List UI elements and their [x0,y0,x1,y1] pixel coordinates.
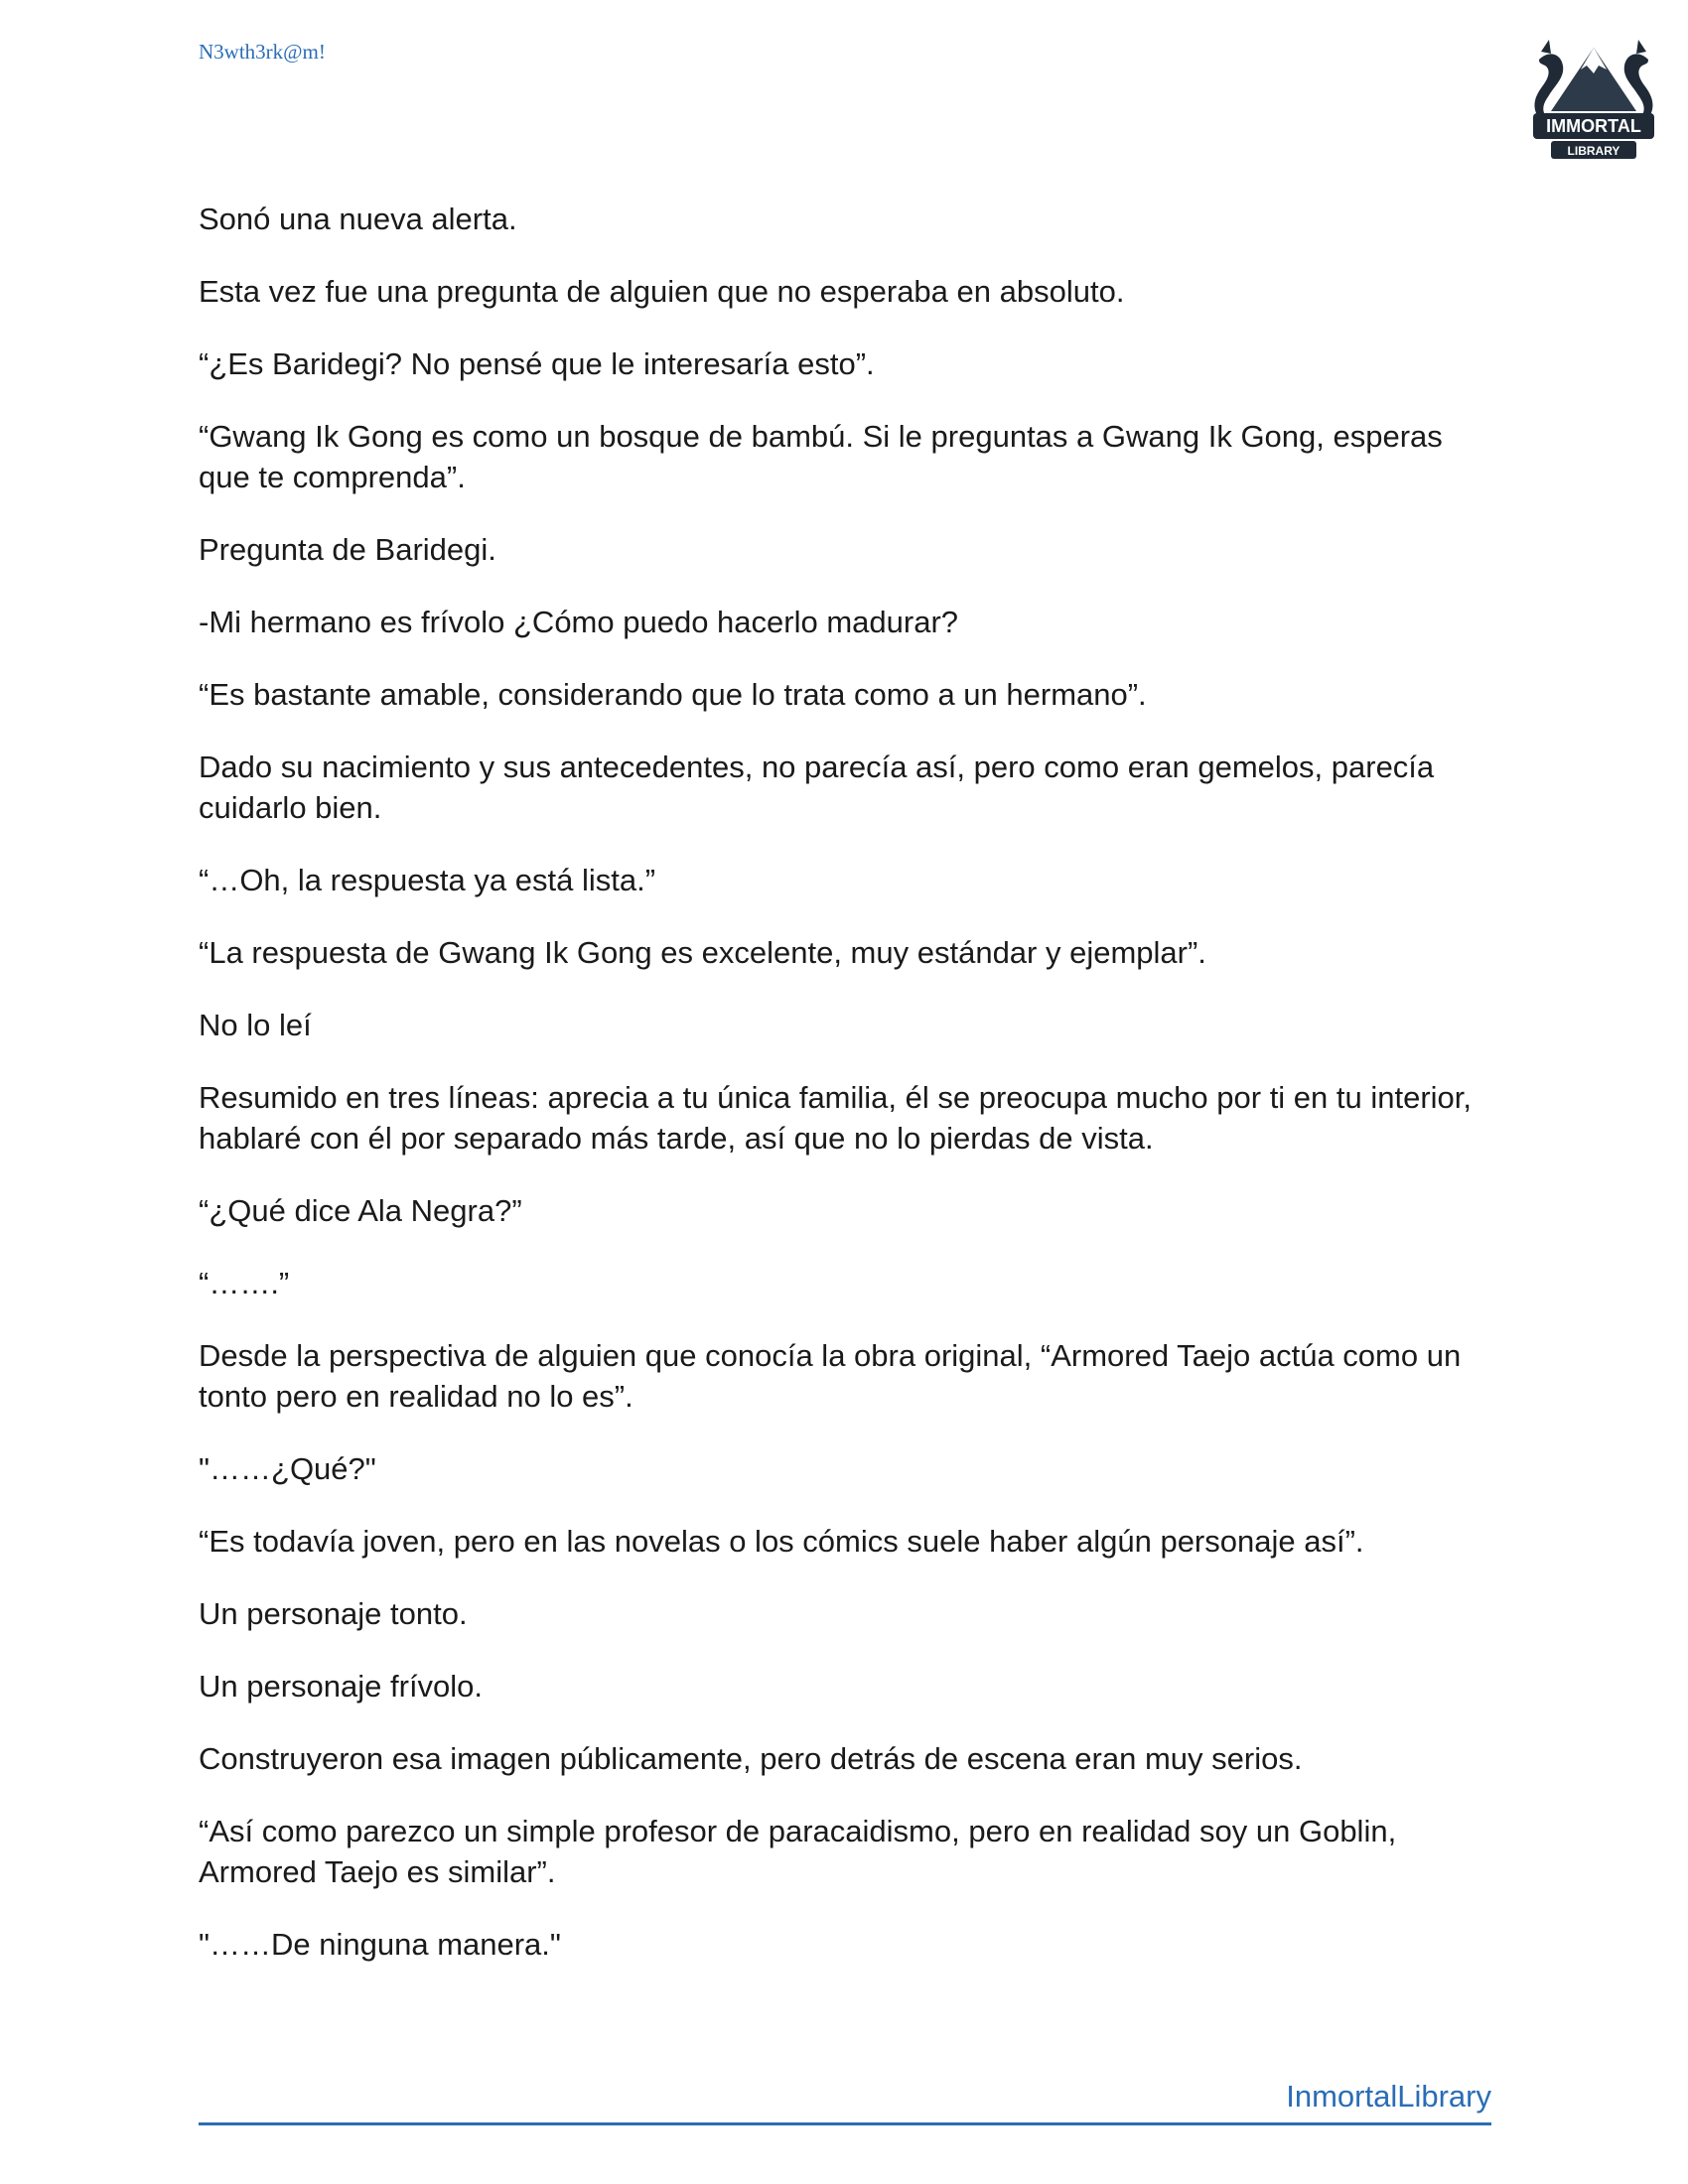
paragraph: Resumido en tres líneas: aprecia a tu única familia, él se preocupa mucho por ti en tu interior, hablaré con él por separado más tarde, así que no lo pierdas de vista. [199,1080,1473,1156]
paragraph: “…….” [199,1266,290,1300]
paragraph: "……De ninguna manera." [199,1927,561,1962]
paragraph: No lo leí [199,1008,312,1042]
paragraph: “La respuesta de Gwang Ik Gong es excelente, muy estándar y ejemplar”. [199,935,1206,970]
paragraph: “¿Qué dice Ala Negra?” [199,1193,522,1228]
paragraph: “¿Es Baridegi? No pensé que le interesaría esto”. [199,346,875,381]
paragraph: "……¿Qué?" [199,1451,376,1486]
paragraph: Esta vez fue una pregunta de alguien que no esperaba en absoluto. [199,274,1125,309]
document-body [199,199,1499,1996]
paragraph: Un personaje tonto. [199,1596,468,1631]
logo-line1: IMMORTAL [1546,116,1641,136]
logo-emblem-icon [1519,30,1668,169]
paragraph: “Es todavía joven, pero en las novelas o los cómics suele haber algún personaje así”. [199,1524,1364,1559]
immortal-library-logo [1519,30,1668,169]
logo-line2: LIBRARY [1567,144,1620,158]
paragraph: Desde la perspectiva de alguien que conocía la obra original, “Armored Taejo actúa como un tonto pero en realidad no lo es”. [199,1338,1462,1414]
paragraph: Un personaje frívolo. [199,1669,484,1704]
paragraph: -Mi hermano es frívolo ¿Cómo puedo hacerlo madurar? [199,605,959,639]
paragraph: “…Oh, la respuesta ya está lista.” [199,863,656,897]
footer-link[interactable]: InmortalLibrary [1286,2079,1491,2114]
paragraph: Pregunta de Baridegi. [199,532,496,567]
header-watermark: N3wth3rk@m! [199,40,326,64]
paragraph: “Así como parezco un simple profesor de paracaidismo, pero en realidad soy un Goblin, Armored Taejo es similar”. [199,1814,1397,1889]
paragraph: Dado su nacimiento y sus antecedentes, no parecía así, pero como eran gemelos, parecía cuidarlo bien. [199,750,1435,825]
page-footer [199,2077,1491,2125]
paragraph: Sonó una nueva alerta. [199,202,517,236]
paragraph: Construyeron esa imagen públicamente, pero detrás de escena eran muy serios. [199,1741,1303,1776]
paragraph: “Gwang Ik Gong es como un bosque de bambú. Si le preguntas a Gwang Ik Gong, esperas que te comprenda”. [199,419,1443,494]
paragraph: “Es bastante amable, considerando que lo trata como a un hermano”. [199,677,1147,712]
